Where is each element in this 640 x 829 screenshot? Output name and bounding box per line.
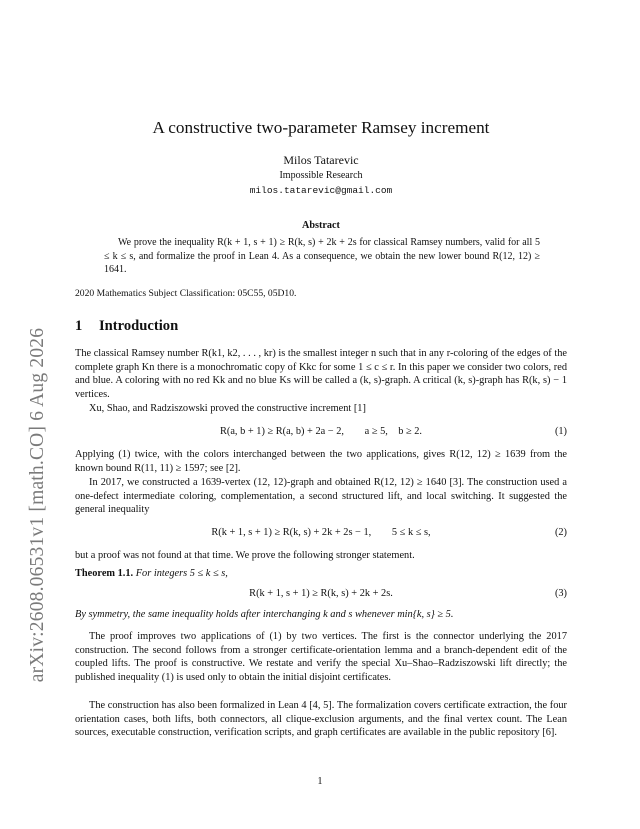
paragraph-proof-overview: The proof improves two applications of (1) by two vertices. The first is the connector underlying the 2017 construction. The second follows from a stronger certificate-orientation lemma and a branch-dependent edit of the coupled lifts. The proof is constructive. We restate and verify the special Xu–Shao–Radziszowski lift directly; the published inequality (1) is used only to obtain the initial disjoint certificates. <box>75 631 567 683</box>
equation-2-body: R(k + 1, s + 1) ≥ R(k, s) + 2k + 2s − 1, 5 ≤ k ≤ s, <box>211 527 431 538</box>
theorem-label: Theorem 1.1. <box>75 568 134 579</box>
equation-2-tag: (2) <box>554 527 567 538</box>
paragraph-ramsey-definition: The classical Ramsey number R(k1, k2, . . . , kr) is the smallest integer n such that in any r-coloring of the edges of the complete graph Kn there is a monochromatic copy of Kkc for some 1 ≤ c ≤ r. In this paper we consider two colors, red and blue. A coloring with no red Kk and no blue Ks will be called a (k, s)-graph. A critical (k, s)-graph has R(k, s) − 1 vertices. <box>75 348 567 400</box>
author-email[interactable]: milos.tatarevic@gmail.com <box>249 185 393 196</box>
paragraph-lean-formalization: The construction has also been formalized in Lean 4 [4, 5]. The formalization covers certificate extraction, the four orientation cases, both lifts, both connectors, all clique-exclusion arguments, and the final vertex count. The Lean sources, executable construction, verification scripts, and graph certificates are available in the public repository [6]. <box>75 700 567 738</box>
subject-classification: 2020 Mathematics Subject Classification: 05C55, 05D10. <box>75 288 297 299</box>
section-number: 1 <box>75 318 83 334</box>
equation-3-tag: (3) <box>554 588 567 599</box>
paragraph-symmetry: By symmetry, the same inequality holds after interchanging k and s whenever min{k, s} ≥ 5. <box>75 609 454 620</box>
equation-3-body: R(k + 1, s + 1) ≥ R(k, s) + 2k + 2s. <box>249 588 393 599</box>
paragraph-no-proof: but a proof was not found at that time. We prove the following stronger statement. <box>75 550 415 561</box>
author-affiliation: Impossible Research <box>279 170 363 181</box>
theorem-statement <box>75 568 567 579</box>
page-number: 1 <box>317 776 323 787</box>
equation-2 <box>75 527 567 541</box>
equation-1-tag: (1) <box>554 426 567 437</box>
abstract-text: We prove the inequality R(k + 1, s + 1) ≥ R(k, s) + 2k + 2s for classical Ramsey numbers, valid for all 5 ≤ k ≤ s, and formalize the proof in Lean 4. As a consequence, we obtain the new lower bound R(12, 12) ≥ 1641. <box>104 237 540 275</box>
equation-1-body: R(a, b + 1) ≥ R(a, b) + 2a − 2, a ≥ 5, b ≥ 2. <box>219 426 422 437</box>
paper-title: A constructive two-parameter Ramsey increment <box>152 118 490 137</box>
equation-3 <box>75 588 567 602</box>
paragraph-xu-shao: Xu, Shao, and Radziszowski proved the constructive increment [1] <box>89 403 366 414</box>
abstract-heading: Abstract <box>302 220 340 231</box>
section-title: Introduction <box>99 318 179 334</box>
arxiv-identifier-stamp <box>22 290 54 720</box>
author-name: Milos Tatarevic <box>283 153 359 167</box>
paragraph-2017-construction: In 2017, we constructed a 1639-vertex (12, 12)-graph and obtained R(12, 12) ≥ 1640 [3]. The construction used a one-defect intermediate coloring, complementation, a second structured lift, and local switching. It suggested the general inequality <box>75 477 567 515</box>
theorem-text: For integers 5 ≤ k ≤ s, <box>135 568 228 579</box>
section-heading <box>75 318 567 335</box>
paragraph-applying: Applying (1) twice, with the colors interchanged between the two applications, gives R(12, 12) ≥ 1639 from the known bound R(11, 11) ≥ 1597; see [2]. <box>75 449 567 474</box>
arxiv-identifier: arXiv:2608.06531v1 [math.CO] 6 Aug 2026 <box>27 327 49 683</box>
equation-1 <box>75 426 567 440</box>
